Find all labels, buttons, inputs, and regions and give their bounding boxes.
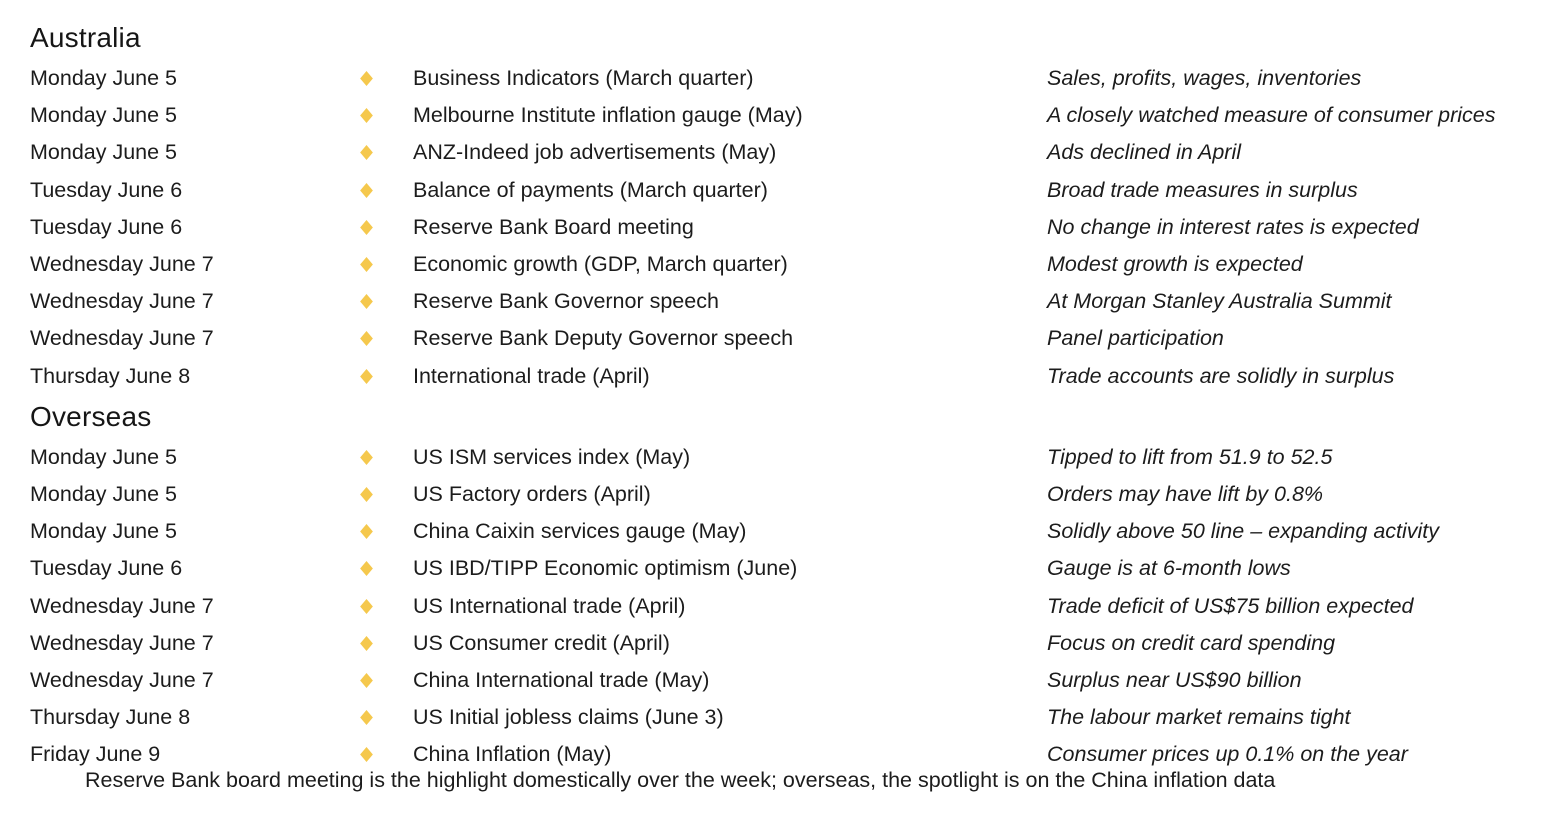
bullet-cell: [356, 490, 376, 499]
bullet-cell: [356, 297, 376, 306]
event-date: Monday June 5: [30, 519, 178, 544]
event-comment: Orders may have lift by 0.8%: [1047, 481, 1324, 506]
event-title: US International trade (April): [413, 593, 686, 618]
event-date: Thursday June 8: [30, 705, 191, 730]
calendar-row: [30, 550, 1568, 587]
event-comment: Sales, profits, wages, inventories: [1047, 66, 1362, 91]
event-title: US Factory orders (April): [413, 481, 651, 506]
diamond-bullet-icon: [360, 747, 373, 762]
diamond-bullet-icon: [360, 636, 373, 651]
event-date: Wednesday June 7: [30, 326, 214, 351]
event-title: China Caixin services gauge (May): [413, 519, 747, 544]
bullet-cell: [356, 372, 376, 381]
diamond-bullet-icon: [360, 450, 373, 465]
calendar-row: [30, 209, 1568, 246]
event-title: Reserve Bank Board meeting: [413, 214, 694, 239]
event-title: International trade (April): [413, 363, 650, 388]
event-date: Wednesday June 7: [30, 252, 214, 277]
event-title: China Inflation (May): [413, 742, 612, 767]
event-comment: No change in interest rates is expected: [1047, 214, 1419, 239]
event-comment: Trade accounts are solidly in surplus: [1047, 363, 1395, 388]
event-title: Business Indicators (March quarter): [413, 66, 754, 91]
clipped-footer-line: [85, 768, 1535, 792]
section-heading: Australia: [30, 22, 141, 53]
calendar-sections: [30, 16, 1568, 773]
calendar-row: [30, 476, 1568, 513]
event-title: China International trade (May): [413, 667, 710, 692]
clipped-footer-text: Reserve Bank board meeting is the highlight domestically over the week; overseas, the spotlight is on the China inflation data: [85, 768, 1276, 792]
section-heading: Overseas: [30, 400, 152, 432]
event-title: Melbourne Institute inflation gauge (May): [413, 103, 803, 128]
diamond-bullet-icon: [360, 599, 373, 614]
calendar-row: [30, 283, 1568, 320]
event-comment: Gauge is at 6-month lows: [1047, 556, 1291, 581]
diamond-bullet-icon: [360, 71, 373, 86]
event-date: Tuesday June 6: [30, 214, 183, 239]
event-date: Monday June 5: [30, 140, 178, 165]
diamond-bullet-icon: [360, 524, 373, 539]
section-rows: [30, 439, 1568, 774]
calendar-row: [30, 662, 1568, 699]
bullet-cell: [356, 602, 376, 611]
calendar-row: [30, 134, 1568, 171]
bullet-cell: [356, 453, 376, 462]
event-date: Thursday June 8: [30, 363, 191, 388]
event-title: Economic growth (GDP, March quarter): [413, 252, 788, 277]
event-title: ANZ-Indeed job advertisements (May): [413, 140, 777, 165]
event-title: US ISM services index (May): [413, 444, 691, 469]
diamond-bullet-icon: [360, 561, 373, 576]
calendar-row: [30, 439, 1568, 476]
event-comment: Broad trade measures in surplus: [1047, 177, 1358, 202]
diamond-bullet-icon: [360, 145, 373, 160]
bullet-cell: [356, 676, 376, 685]
calendar-row: [30, 97, 1568, 134]
event-date: Monday June 5: [30, 103, 178, 128]
calendar-row: [30, 587, 1568, 624]
event-title: Balance of payments (March quarter): [413, 177, 768, 202]
calendar-row: [30, 60, 1568, 97]
event-date: Tuesday June 6: [30, 556, 183, 581]
event-comment: Panel participation: [1047, 326, 1224, 351]
section-rows: [30, 60, 1568, 395]
event-comment: Tipped to lift from 51.9 to 52.5: [1047, 444, 1333, 469]
diamond-bullet-icon: [360, 294, 373, 309]
bullet-cell: [356, 223, 376, 232]
event-comment: Ads declined in April: [1047, 140, 1242, 165]
event-date: Monday June 5: [30, 66, 178, 91]
diamond-bullet-icon: [360, 108, 373, 123]
bullet-cell: [356, 564, 376, 573]
event-date: Wednesday June 7: [30, 667, 214, 692]
event-date: Tuesday June 6: [30, 177, 183, 202]
event-title: Reserve Bank Deputy Governor speech: [413, 326, 794, 351]
bullet-cell: [356, 713, 376, 722]
bullet-cell: [356, 260, 376, 269]
event-comment: Consumer prices up 0.1% on the year: [1047, 742, 1408, 767]
diamond-bullet-icon: [360, 183, 373, 198]
calendar-row: [30, 358, 1568, 395]
event-title: US Initial jobless claims (June 3): [413, 705, 724, 730]
diamond-bullet-icon: [360, 331, 373, 346]
event-comment: Surplus near US$90 billion: [1047, 667, 1302, 692]
event-date: Friday June 9: [30, 742, 161, 767]
bullet-cell: [356, 148, 376, 157]
event-comment: The labour market remains tight: [1047, 705, 1351, 730]
event-title: US Consumer credit (April): [413, 630, 670, 655]
calendar-row: [30, 320, 1568, 357]
calendar-row: [30, 172, 1568, 209]
event-title: Reserve Bank Governor speech: [413, 289, 719, 314]
bullet-cell: [356, 527, 376, 536]
event-comment: Solidly above 50 line – expanding activity: [1047, 519, 1440, 544]
calendar-row: [30, 246, 1568, 283]
event-title: US IBD/TIPP Economic optimism (June): [413, 556, 798, 581]
event-comment: Trade deficit of US$75 billion expected: [1047, 593, 1414, 618]
event-date: Wednesday June 7: [30, 289, 214, 314]
diamond-bullet-icon: [360, 369, 373, 384]
event-comment: Modest growth is expected: [1047, 252, 1303, 277]
calendar-row: [30, 699, 1568, 736]
diamond-bullet-icon: [360, 487, 373, 502]
diamond-bullet-icon: [360, 673, 373, 688]
calendar-section: [30, 16, 1568, 395]
event-comment: Focus on credit card spending: [1047, 630, 1336, 655]
event-date: Wednesday June 7: [30, 630, 214, 655]
calendar-row: [30, 513, 1568, 550]
event-date: Wednesday June 7: [30, 593, 214, 618]
event-comment: At Morgan Stanley Australia Summit: [1047, 289, 1392, 314]
bullet-cell: [356, 111, 376, 120]
diamond-bullet-icon: [360, 710, 373, 725]
bullet-cell: [356, 639, 376, 648]
diamond-bullet-icon: [360, 257, 373, 272]
bullet-cell: [356, 74, 376, 83]
calendar-section: [30, 395, 1568, 774]
event-date: Monday June 5: [30, 481, 178, 506]
bullet-cell: [356, 334, 376, 343]
diamond-bullet-icon: [360, 220, 373, 235]
event-date: Monday June 5: [30, 444, 178, 469]
event-comment: A closely watched measure of consumer prices: [1047, 103, 1496, 128]
calendar-row: [30, 625, 1568, 662]
bullet-cell: [356, 750, 376, 759]
bullet-cell: [356, 186, 376, 195]
